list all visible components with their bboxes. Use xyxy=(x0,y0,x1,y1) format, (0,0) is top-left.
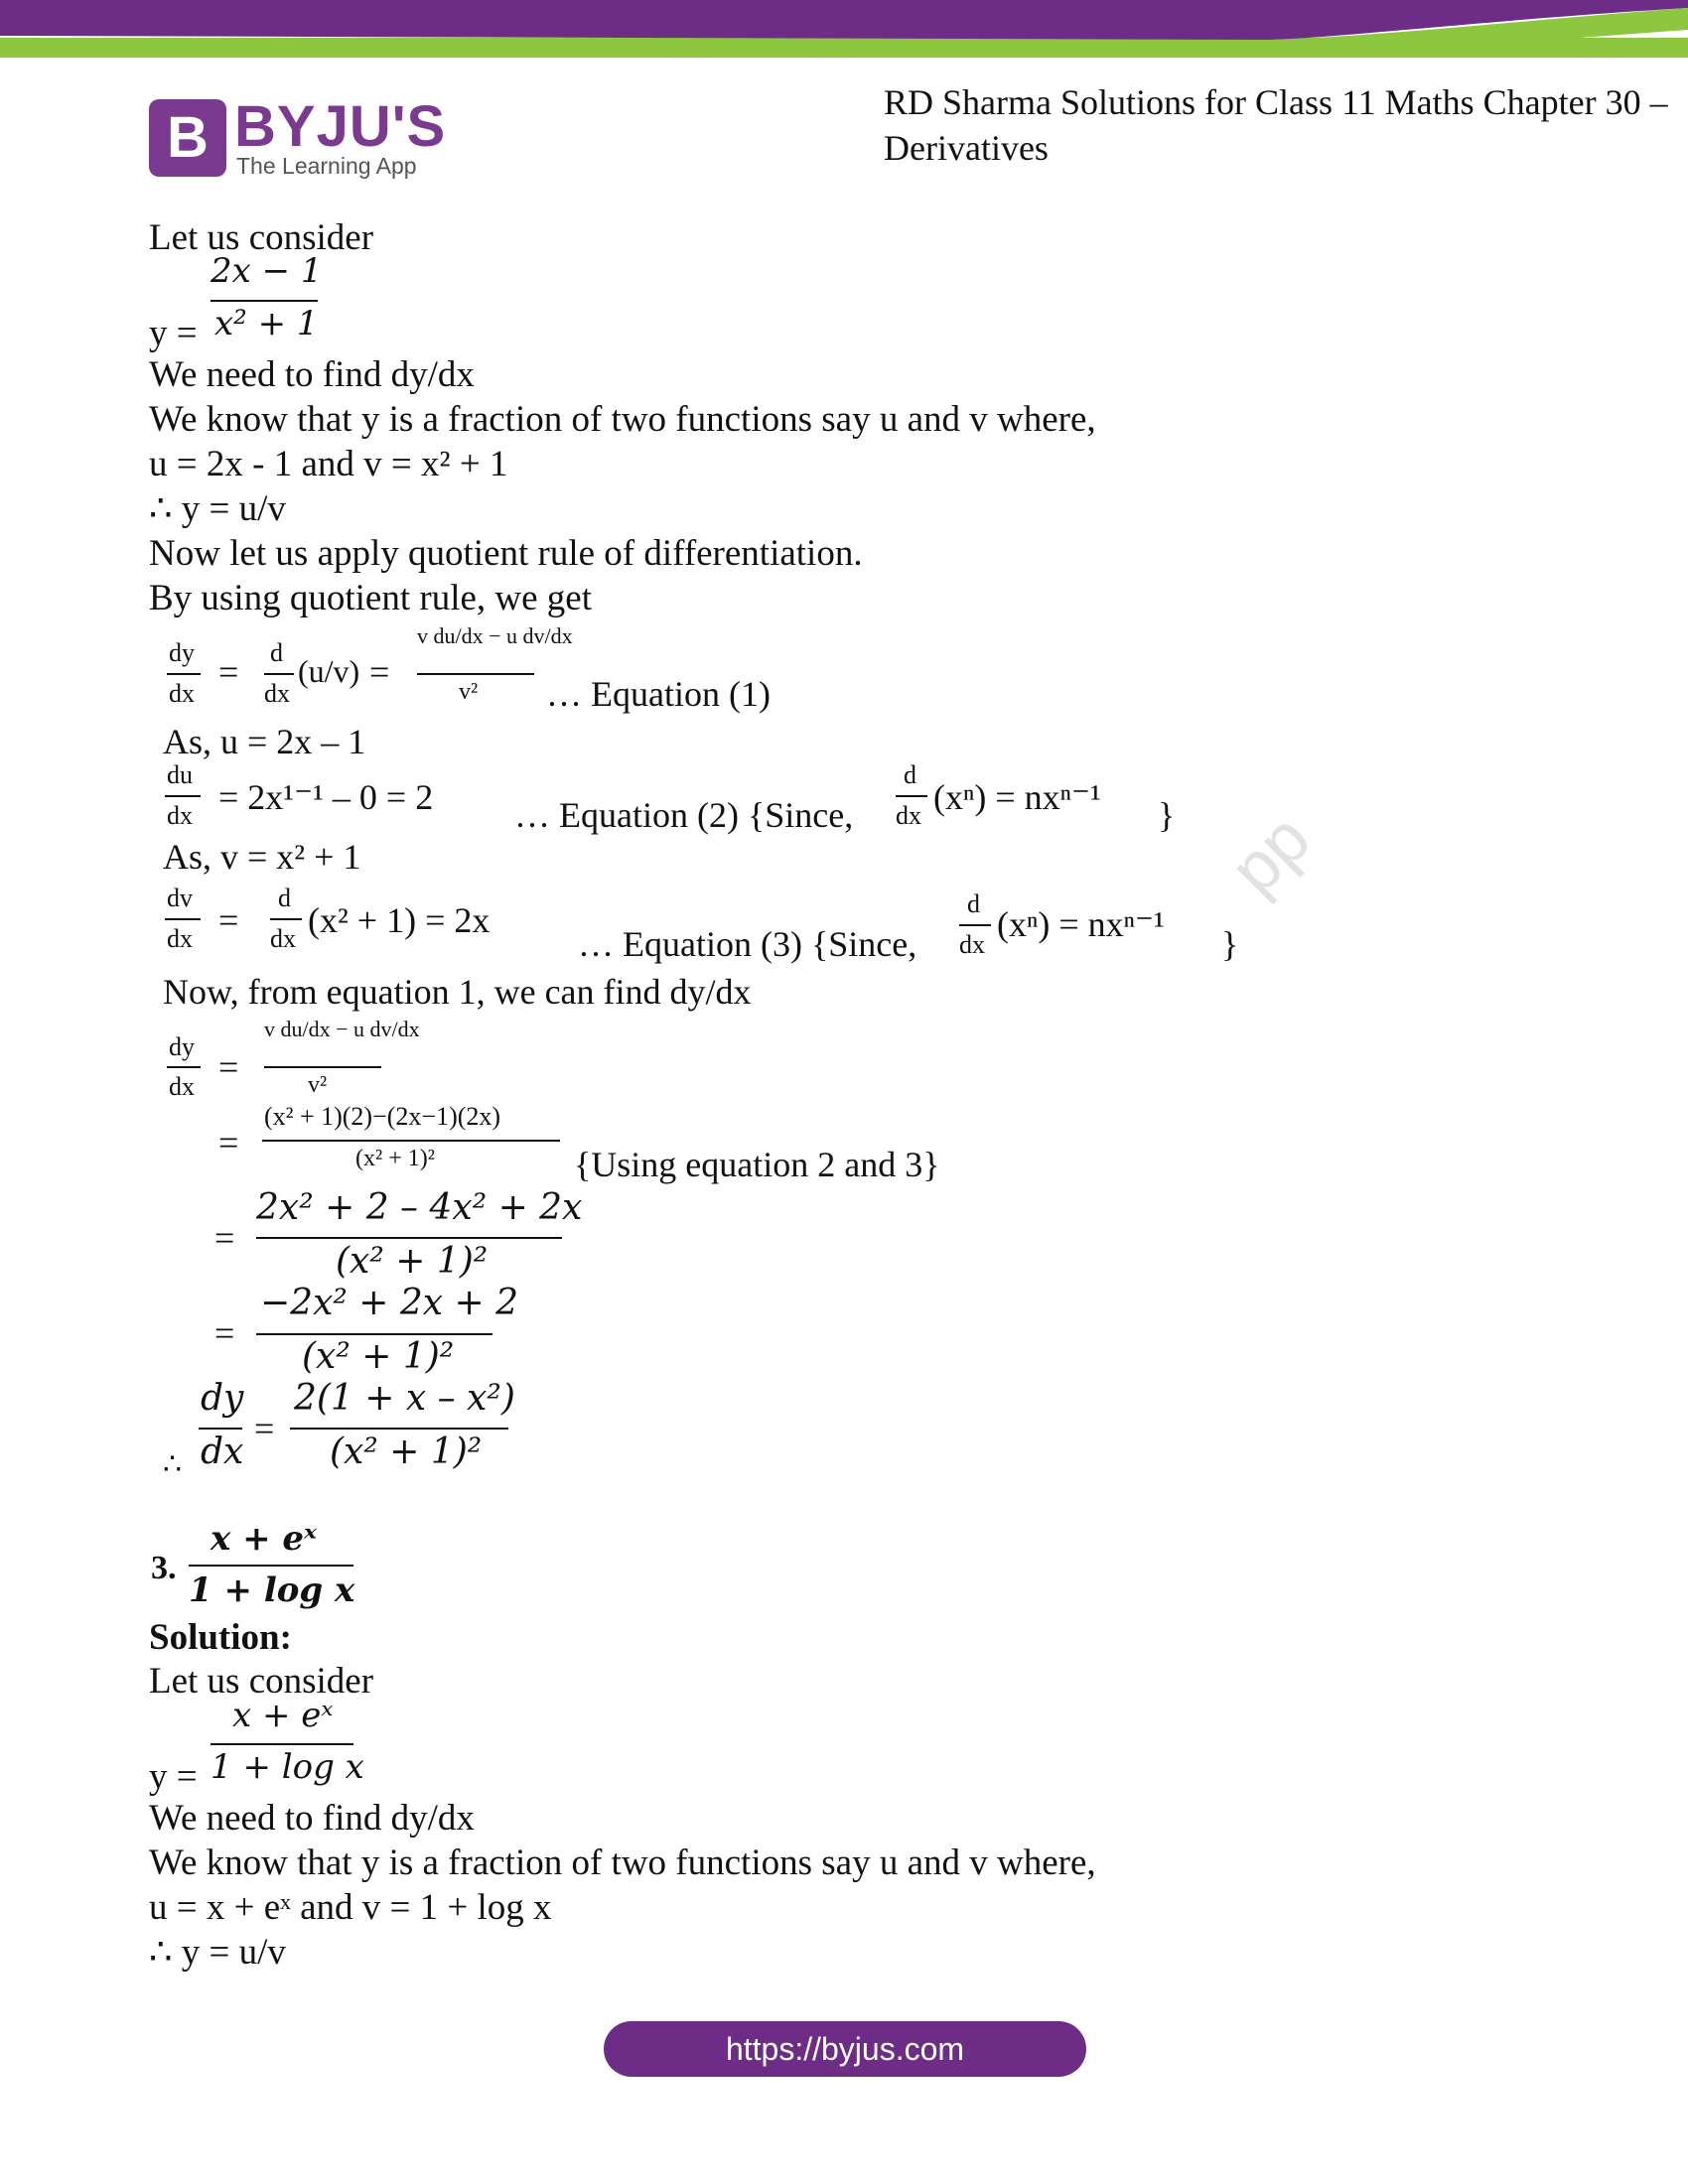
y-equals: y = xyxy=(149,1756,198,1797)
dx: dx xyxy=(264,679,290,708)
fraction-bar xyxy=(262,1140,560,1142)
fraction-bar xyxy=(256,1237,562,1239)
equals: = xyxy=(369,652,390,692)
fraction-bar xyxy=(165,795,201,797)
equals: = xyxy=(254,1409,275,1448)
y-denominator: x² + 1 xyxy=(214,304,319,343)
text-therefore: ∴ y = u/v xyxy=(149,488,286,529)
d: d xyxy=(904,760,916,789)
final-denominator: (x² + 1)² xyxy=(330,1432,483,1472)
header-color-band xyxy=(0,0,1688,58)
dx: dx xyxy=(167,801,193,830)
fraction-bar xyxy=(290,1428,508,1430)
dx: dx xyxy=(270,924,296,953)
step3-denominator: (x² + 1)² xyxy=(302,1336,455,1377)
equals: = xyxy=(218,1047,239,1087)
equals: = xyxy=(218,1123,239,1162)
text-using: By using quotient rule, we get xyxy=(149,578,592,618)
final-numerator: 2(1 + x – x²) xyxy=(294,1378,515,1419)
v-squared: v² xyxy=(308,1072,328,1098)
equation-1-label: … Equation (1) xyxy=(546,674,771,714)
fraction-bar xyxy=(959,924,991,926)
question-number: 3. xyxy=(151,1550,177,1586)
quotient-numerator: v du/dx − u dv/dx xyxy=(417,623,573,648)
close-brace: } xyxy=(1158,795,1176,835)
solution-label: Solution: xyxy=(149,1617,292,1658)
dy: dy xyxy=(169,638,195,667)
close-brace: } xyxy=(1221,924,1239,964)
d: d xyxy=(967,889,980,918)
v-squared: v² xyxy=(459,679,479,705)
d: d xyxy=(278,884,291,912)
y-denominator: 1 + log x xyxy=(211,1747,364,1787)
dx: dx xyxy=(169,1072,195,1101)
as-u: As, u = 2x – 1 xyxy=(163,722,366,761)
du: du xyxy=(167,760,193,789)
step2-numerator: 2x² + 2 – 4x² + 2x xyxy=(256,1187,583,1228)
final-dx: dx xyxy=(201,1432,244,1472)
equation-3-label: … Equation (3) {Since, xyxy=(578,924,917,964)
text-need: We need to find dy/dx xyxy=(149,354,475,395)
logo-mark-icon: B xyxy=(149,99,226,177)
equals: = xyxy=(214,1218,235,1258)
power-rule: (xⁿ) = nxⁿ⁻¹ xyxy=(933,777,1101,817)
dy: dy xyxy=(169,1032,195,1061)
dv-result: (x² + 1) = 2x xyxy=(308,900,491,940)
u-over-v: (u/v) xyxy=(298,653,360,689)
text-therefore: ∴ y = u/v xyxy=(149,1932,286,1973)
fraction-bar xyxy=(264,1066,381,1068)
dx: dx xyxy=(959,930,985,959)
fraction-bar xyxy=(165,918,201,920)
question-numerator: x + eˣ xyxy=(211,1519,317,1559)
brand-name: BYJU'S xyxy=(234,94,447,159)
therefore-symbol: ∴ xyxy=(163,1448,183,1481)
fraction-bar xyxy=(167,673,201,675)
fraction-bar xyxy=(167,1066,201,1068)
fraction-bar xyxy=(417,673,534,675)
fraction-bar xyxy=(189,1565,353,1567)
fraction-bar xyxy=(211,1743,353,1745)
dx: dx xyxy=(896,801,921,830)
dv: dv xyxy=(167,884,193,912)
fraction-bar xyxy=(199,1428,242,1430)
du-result: = 2x¹⁻¹ – 0 = 2 xyxy=(218,777,434,817)
text-know: We know that y is a fraction of two functions say u and v where, xyxy=(149,399,1096,440)
step1-denominator: (x² + 1)² xyxy=(355,1146,435,1171)
brand-tagline: The Learning App xyxy=(236,153,417,179)
fraction-bar xyxy=(264,673,294,675)
footer-url-link[interactable]: https://byjus.com xyxy=(604,2021,1086,2077)
as-v: As, v = x² + 1 xyxy=(163,837,361,877)
byjus-logo xyxy=(149,94,447,179)
y-numerator: 2x − 1 xyxy=(211,251,323,291)
y-numerator: x + eˣ xyxy=(232,1696,334,1735)
text-now-from: Now, from equation 1, we can find dy/dx xyxy=(163,972,752,1012)
fraction-bar xyxy=(896,795,927,797)
step2-denominator: (x² + 1)² xyxy=(336,1241,489,1282)
quotient-numerator: v du/dx − u dv/dx xyxy=(264,1017,420,1041)
dx: dx xyxy=(169,679,195,708)
question-denominator: 1 + log x xyxy=(189,1570,355,1610)
page-title: RD Sharma Solutions for Class 11 Maths Chapter 30 – Derivatives xyxy=(884,82,1668,168)
fraction-bar xyxy=(270,918,302,920)
d: d xyxy=(270,638,283,667)
equation-2-label: … Equation (2) {Since, xyxy=(514,795,854,835)
final-dy: dy xyxy=(201,1378,244,1419)
step1-numerator: (x² + 1)(2)−(2x−1)(2x) xyxy=(264,1102,501,1131)
equals: = xyxy=(218,652,239,692)
text-consider: Let us consider xyxy=(149,1661,374,1702)
text-uv-def: u = 2x - 1 and v = x² + 1 xyxy=(149,444,508,484)
text-need: We need to find dy/dx xyxy=(149,1798,475,1839)
step1-note: {Using equation 2 and 3} xyxy=(574,1145,940,1184)
fraction-bar xyxy=(256,1333,492,1335)
step3-numerator: −2x² + 2x + 2 xyxy=(260,1283,519,1323)
watermark: pp xyxy=(1214,798,1326,909)
equals: = xyxy=(218,900,239,940)
equals: = xyxy=(214,1313,235,1353)
text-know: We know that y is a fraction of two functions say u and v where, xyxy=(149,1843,1096,1883)
text-consider: Let us consider xyxy=(149,217,374,258)
text-uv-def: u = x + eˣ and v = 1 + log x xyxy=(149,1887,552,1928)
text-apply: Now let us apply quotient rule of differentiation. xyxy=(149,533,863,574)
y-equals: y = xyxy=(149,313,198,353)
dx: dx xyxy=(167,924,193,953)
power-rule: (xⁿ) = nxⁿ⁻¹ xyxy=(997,904,1165,944)
fraction-bar xyxy=(211,300,318,302)
